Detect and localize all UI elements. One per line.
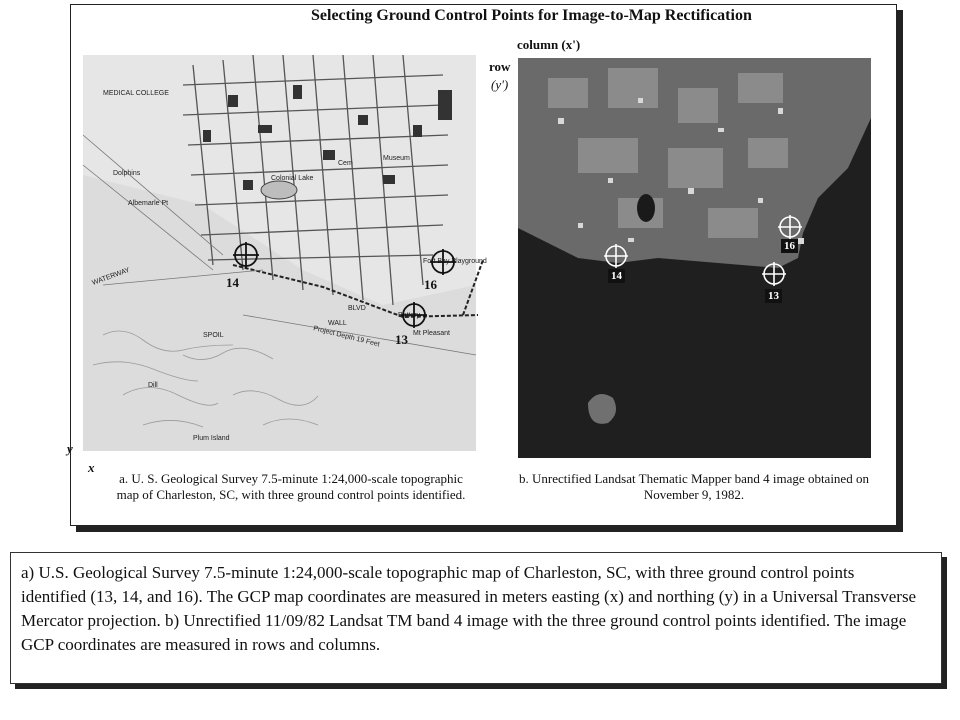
map-label-project-depth: Project Depth 19 Feet <box>312 325 381 349</box>
map-label-plum-island: Plum Island <box>193 435 230 442</box>
map-axis-x: x <box>88 460 95 475</box>
sat-gcp-16-label: 16 <box>781 239 798 253</box>
row-axis-sub-label: (y') <box>491 77 509 92</box>
map-label-dolphins: Dolphins <box>113 170 141 177</box>
figure-panel <box>67 4 897 526</box>
map-label-playground: Fort Bay Playground <box>423 258 487 265</box>
topographic-map <box>83 55 487 451</box>
figure-title: Selecting Ground Control Points for Image-to-Map Rectification <box>311 7 752 24</box>
map-label-spoil: SPOIL <box>203 332 224 339</box>
map-label-wall: WALL <box>328 320 347 327</box>
map-axis-y: y <box>67 441 73 456</box>
column-axis-label: column (x') <box>517 37 581 52</box>
map-label-colonial-lake: Colonial Lake <box>271 175 314 182</box>
map-label-mt-pleasant: Mt Pleasant <box>413 330 450 337</box>
map-caption: a. U. S. Geological Survey 7.5-minute 1:24,000-scale topographic map of Charleston, SC, with three ground control points identified. <box>116 471 466 502</box>
map-label-waterway: WATERWAY <box>91 266 131 287</box>
description-box <box>10 552 942 684</box>
map-gcp-14-label: 14 <box>226 275 239 290</box>
map-label-cem: Cem <box>338 160 353 167</box>
sat-gcp-14-label: 14 <box>608 269 625 283</box>
map-label-dill: Dill <box>148 382 158 389</box>
map-label-medical-college: MEDICAL COLLEGE <box>103 90 169 97</box>
row-axis-label: row <box>489 59 511 74</box>
map-label-albemarle: Albemarle Pt <box>128 200 169 207</box>
description-text: a) U.S. Geological Survey 7.5-minute 1:24,000-scale topographic map of Charleston, SC, with three ground control points identified (13, 14, and 16). The GCP map coordinates are measured in meters easting (x) and northing (y) in a Universal Transverse Mercator projection. b) Unrectified 11/09/82 Landsat TM band 4 image with the three ground control points identified. The image GCP coordinates are measured in rows and columns. <box>21 563 917 654</box>
map-gcp-16-label: 16 <box>424 277 437 292</box>
sat-gcp-13-label: 13 <box>765 289 782 303</box>
map-label-museum: Museum <box>383 155 410 162</box>
landsat-caption: b. Unrectified Landsat Thematic Mapper band 4 image obtained on November 9, 1982. <box>519 471 869 502</box>
map-gcp-13-label: 13 <box>395 332 408 347</box>
map-label-blvd: BLVD <box>348 305 366 312</box>
landsat-image <box>518 58 871 458</box>
map-label-battery: Battery <box>398 312 421 319</box>
